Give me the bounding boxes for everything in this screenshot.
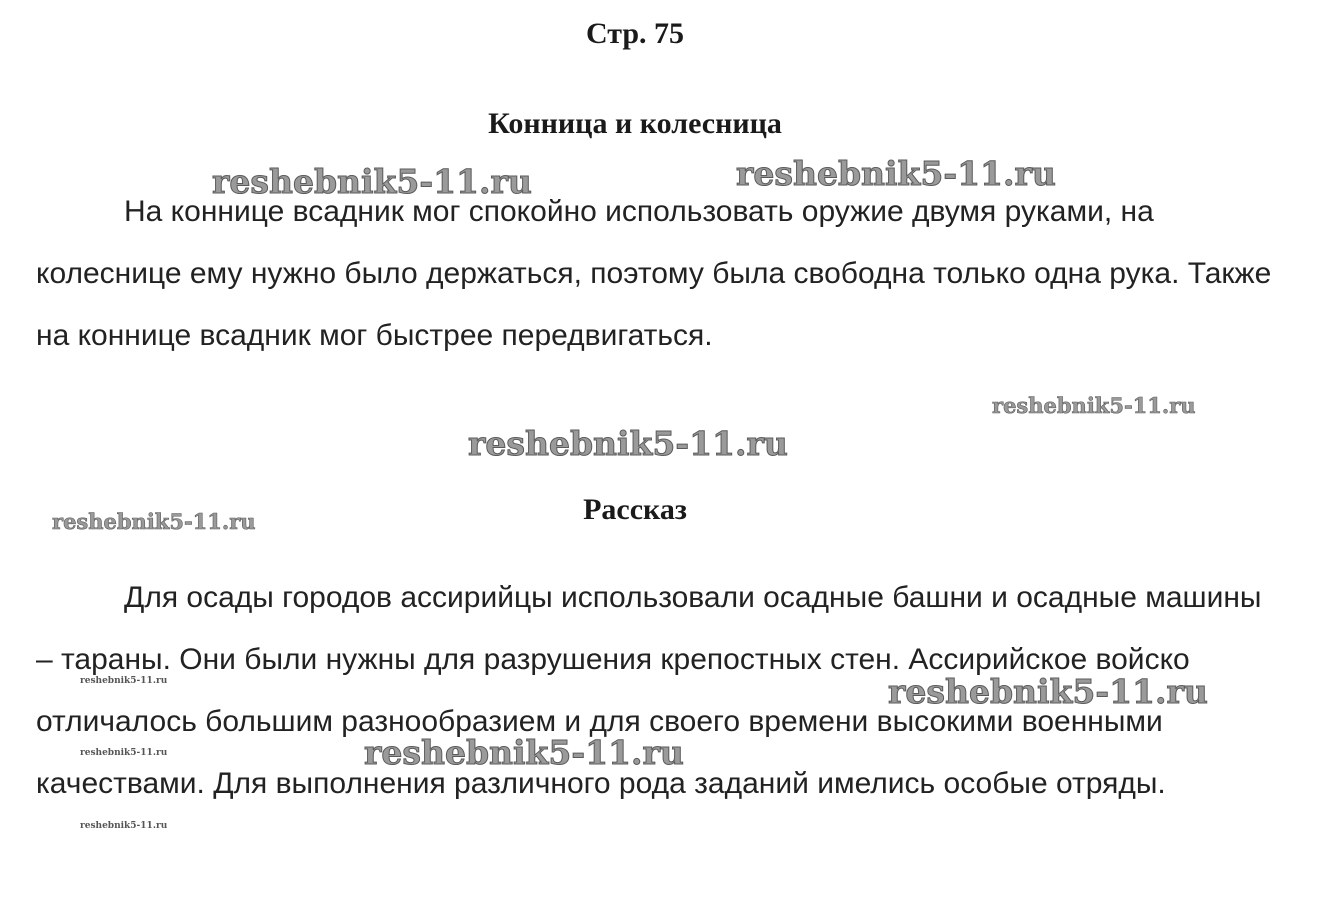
watermark: reshebnik5-11.ru (888, 672, 1208, 711)
section-heading: Рассказ (583, 493, 687, 526)
watermark: reshebnik5-11.ru (80, 676, 168, 686)
section-paragraph: Для осады городов ассирийцы использовали осадные башни и осадные машины – тараны. Они были нужны для разрушения крепостных стен. Ассирийское войско отличалось большим разнообразием и для своего времени высокими военными качествами. Для выполнения различного рода заданий имелись особые отряды. (36, 581, 1262, 800)
watermark: reshebnik5-11.ru (364, 733, 684, 772)
watermark: reshebnik5-11.ru (992, 393, 1196, 418)
watermark: reshebnik5-11.ru (468, 424, 788, 463)
section-paragraph: На коннице всадник мог спокойно использовать оружие двумя руками, на колеснице ему нужно было держаться, поэтому была свободна только одна рука. Также на коннице всадник мог быстрее передвигаться. (36, 195, 1272, 352)
page-number: Стр. 75 (585, 17, 685, 50)
watermark: reshebnik5-11.ru (80, 748, 168, 758)
watermark: reshebnik5-11.ru (80, 821, 168, 831)
watermark: reshebnik5-11.ru (52, 509, 256, 534)
watermark: reshebnik5-11.ru (736, 154, 1056, 193)
watermark: reshebnik5-11.ru (212, 162, 532, 201)
section-heading: Конница и колесница (488, 107, 782, 140)
